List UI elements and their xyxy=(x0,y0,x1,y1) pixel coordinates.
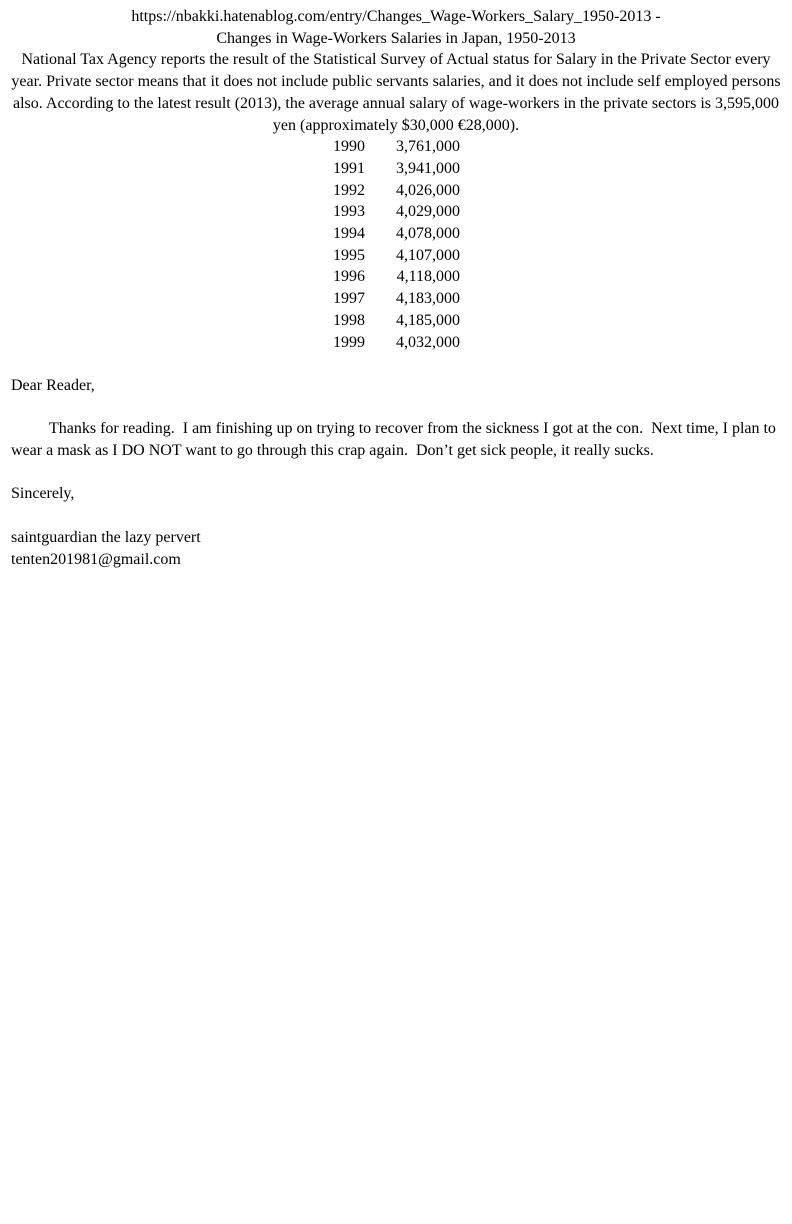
salary-row xyxy=(332,288,460,310)
salary-row xyxy=(332,310,460,332)
salary-value: 4,026,000 xyxy=(396,181,460,199)
salary-row xyxy=(332,201,460,223)
salary-year: 1993 xyxy=(333,203,365,221)
salary-row xyxy=(332,332,460,354)
signature-block xyxy=(11,527,781,570)
document-header xyxy=(11,6,781,136)
salary-value: 4,183,000 xyxy=(396,290,460,308)
salary-year: 1994 xyxy=(333,225,365,243)
salary-row xyxy=(332,266,460,288)
salary-value: 4,032,000 xyxy=(396,333,460,351)
salary-value: 3,761,000 xyxy=(396,138,460,156)
letter-closing: Sincerely, xyxy=(11,485,75,503)
salary-value: 3,941,000 xyxy=(396,159,460,177)
letter-body: Thanks for reading. I am finishing up on trying to recover from the sickness I got at the con. Next time, I plan to wear a mask as I DO NOT want to go through this crap again. Don’t get sick people, it really sucks. xyxy=(11,420,780,460)
letter-salutation: Dear Reader, xyxy=(11,376,95,394)
salary-year: 1995 xyxy=(333,246,365,264)
salary-year: 1996 xyxy=(333,268,365,286)
salary-year: 1991 xyxy=(333,159,365,177)
salary-row xyxy=(332,245,460,267)
salary-table xyxy=(11,136,781,353)
salary-row xyxy=(332,158,460,180)
salary-year: 1990 xyxy=(333,138,365,156)
letter-section xyxy=(11,375,781,570)
salary-value: 4,118,000 xyxy=(396,268,460,286)
intro-paragraph: National Tax Agency reports the result of the Statistical Survey of Actual status for Salary in the Private Sector every year. Private sector means that it does not include public servants salaries, and it does not include self employed persons also. According to the latest result (2013), the average annual salary of wage-workers in the private sectors is 3,595,000 yen (approximately $30,000 €28,000). xyxy=(11,51,781,134)
salary-row xyxy=(332,136,460,158)
signature-name: saintguardian the lazy pervert xyxy=(11,528,201,546)
salary-value: 4,107,000 xyxy=(396,246,460,264)
salary-year: 1992 xyxy=(333,181,365,199)
page-title: Changes in Wage-Workers Salaries in Japan, 1950-2013 xyxy=(216,29,576,47)
salary-year: 1997 xyxy=(333,290,365,308)
salary-value: 4,029,000 xyxy=(396,203,460,221)
salary-year: 1998 xyxy=(333,311,365,329)
salary-year: 1999 xyxy=(333,333,365,351)
signature-email: tenten201981@gmail.com xyxy=(11,550,181,568)
source-url: https://nbakki.hatenablog.com/entry/Changes_Wage-Workers_Salary_1950-2013 - xyxy=(131,8,661,25)
salary-value: 4,078,000 xyxy=(396,225,460,243)
salary-row xyxy=(332,223,460,245)
salary-row xyxy=(332,180,460,202)
salary-value: 4,185,000 xyxy=(396,311,460,329)
